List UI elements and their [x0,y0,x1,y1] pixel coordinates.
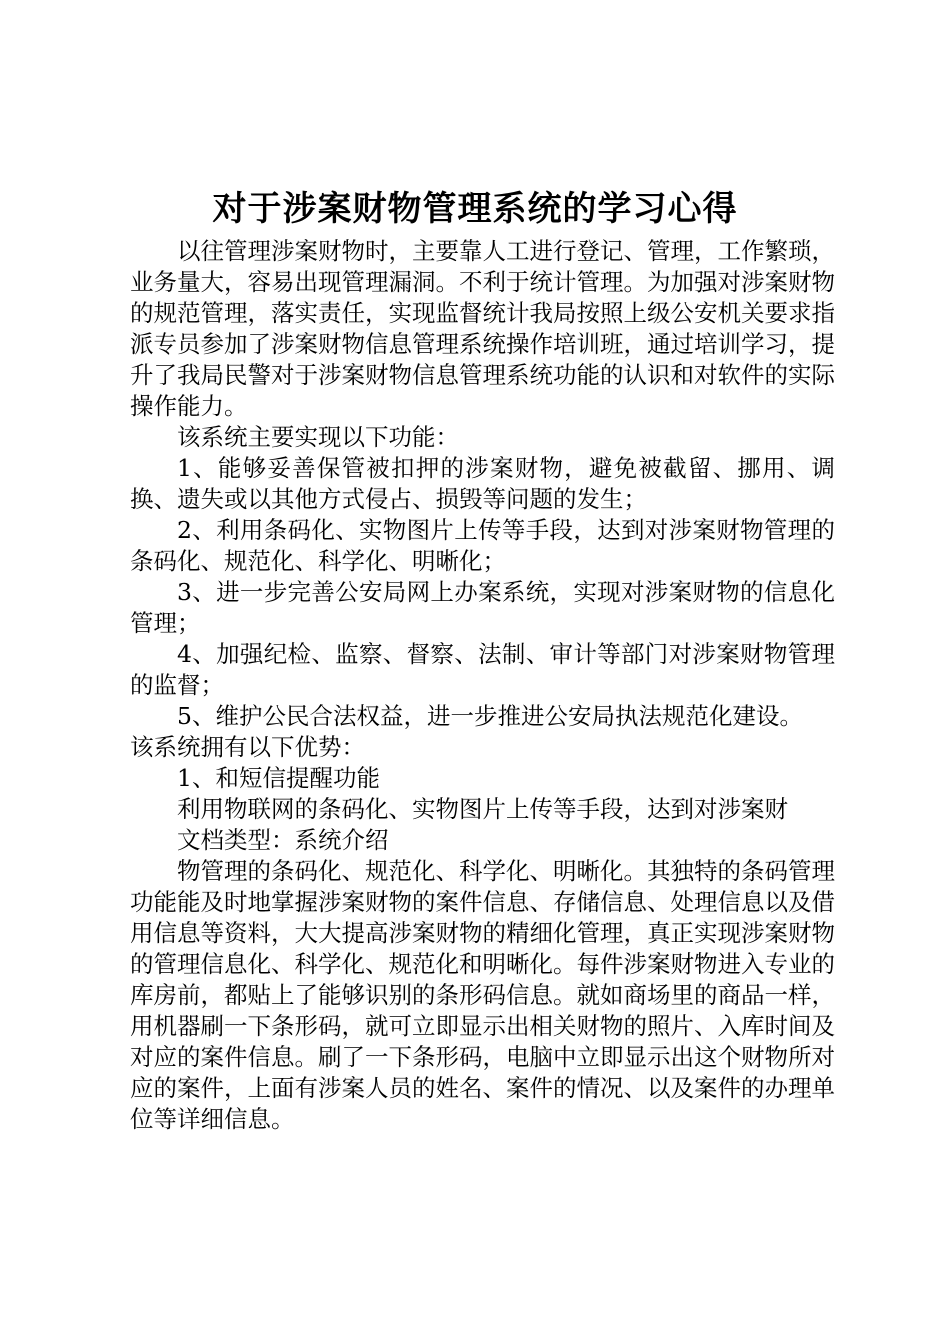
paragraph-function-1: 1、能够妥善保管被扣押的涉案财物，避免被截留、挪用、调换、遗失或以其他方式侵占、损毁等问题的发生； [130,454,835,513]
paragraph-functions-heading: 该系统主要实现以下功能： [177,423,459,451]
paragraph-doc-type: 文档类型：系统介绍 [177,826,389,854]
paragraph-function-4: 4、加强纪检、监察、督察、法制、审计等部门对涉案财物管理的监督； [130,640,835,699]
document-title: 对于涉案财物管理系统的学习心得 [212,189,738,229]
paragraph-intro: 以往管理涉案财物时，主要靠人工进行登记、管理，工作繁琐，业务量大，容易出现管理漏洞。不利于统计管理。为加强对涉案财物的规范管理，落实责任，实现监督统计我局按照上级公安机关要求指派专员参加了涉案财物信息管理系统操作培训班，通过培训学习，提升了我局民警对于涉案财物信息管理系统功能的认识和对软件的实际操作能力。 [130,237,835,420]
paragraph-advantages-heading: 该系统拥有以下优势： [130,733,365,761]
paragraph-function-3: 3、进一步完善公安局网上办案系统，实现对涉案财物的信息化管理； [130,578,835,637]
paragraph-detail: 物管理的条码化、规范化、科学化、明晰化。其独特的条码管理功能能及时地掌握涉案财物的案件信息、存储信息、处理信息以及借用信息等资料，大大提高涉案财物的精细化管理，真正实现涉案财物的管理信息化、科学化、规范化和明晰化。每件涉案财物进入专业的库房前，都贴上了能够识别的条形码信息。就如商场里的商品一样，用机器刷一下条形码，就可立即显示出相关财物的照片、入库时间及对应的案件信息。刷了一下条形码，电脑中立即显示出这个财物所对应的案件，上面有涉案人员的姓名、案件的情况、以及案件的办理单位等详细信息。 [130,857,835,1133]
paragraph-advantage-1: 1、和短信提醒功能 [177,764,380,792]
paragraph-function-5: 5、维护公民合法权益，进一步推进公安局执法规范化建设。 [177,702,803,730]
document-body [130,236,835,1135]
paragraph-function-2: 2、利用条码化、实物图片上传等手段，达到对涉案财物管理的条码化、规范化、科学化、明晰化； [130,516,835,575]
paragraph-advantage-detail: 利用物联网的条码化、实物图片上传等手段，达到对涉案财 [177,795,788,823]
